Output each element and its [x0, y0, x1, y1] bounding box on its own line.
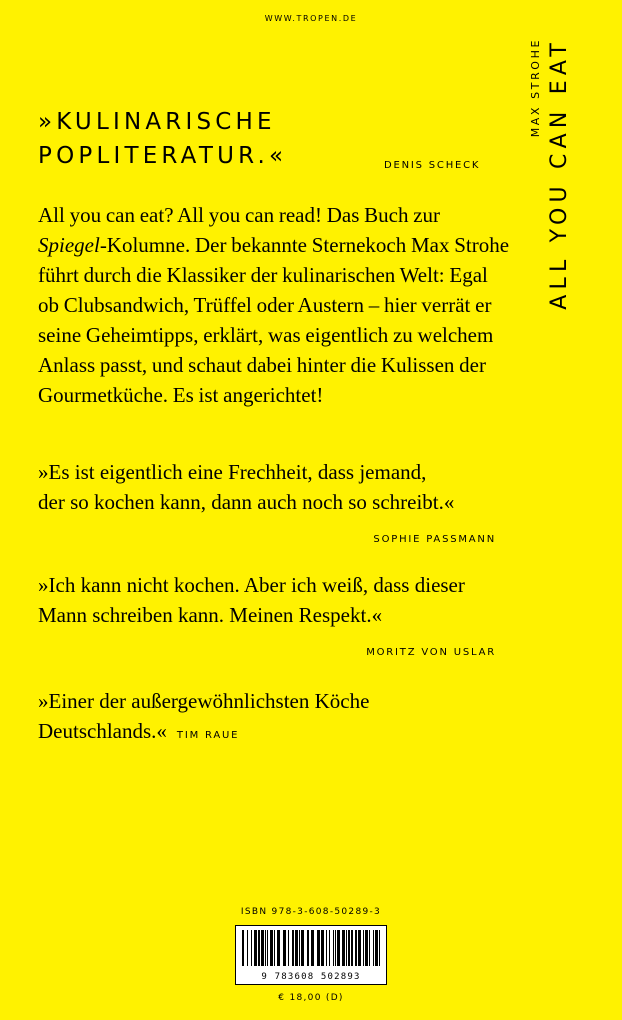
isbn: ISBN 978-3-608-50289-3: [240, 907, 382, 917]
quote-tim-raue: [38, 686, 508, 751]
quote-line: Mann schreiben kann. Meinen Respekt.«: [38, 603, 383, 627]
price: € 18,00 (D): [278, 993, 344, 1003]
spine-author: MAX STROHE: [529, 38, 542, 138]
blurb-line: Gourmetküche. Es ist angerichtet!: [38, 383, 324, 407]
blurb-line: seine Geheimtipps, erklärt, was eigentlich zu welchem: [38, 323, 494, 347]
barcode: [235, 925, 387, 985]
blurb-line: führt durch die Klassiker der kulinarischen Welt: Egal: [38, 263, 488, 287]
quote-attribution: MORITZ VON USLAR: [366, 647, 496, 658]
barcode-bars: [242, 930, 380, 966]
quote-attribution: TIM RAUE: [176, 730, 240, 741]
headline-quote: [38, 105, 508, 173]
quote-line: »Einer der außergewöhnlichsten Köche: [38, 689, 370, 713]
headline-line-2: POPLITERATUR.«: [38, 143, 288, 169]
spine-title: ALL YOU CAN EAT: [547, 38, 572, 310]
quote-line: Deutschlands.« TIM RAUE: [38, 719, 240, 743]
spine-text: [529, 38, 579, 364]
quote-line: »Ich kann nicht kochen. Aber ich weiß, dass dieser: [38, 573, 465, 597]
blurb-line: ob Clubsandwich, Trüffel oder Austern – hier verrät er: [38, 293, 492, 317]
quote-line: »Es ist eigentlich eine Frechheit, dass jemand,: [38, 460, 427, 484]
publisher-website: WWW.TROPEN.DE: [264, 14, 358, 23]
headline-attribution: DENIS SCHECK: [384, 160, 481, 171]
blurb-line: All you can eat? All you can read! Das Buch zur: [38, 203, 441, 227]
blurb-line: Spiegel-Kolumne. Der bekannte Sternekoch Max Strohe: [38, 233, 510, 257]
quote-sophie-passmann: [38, 457, 508, 555]
quote-moritz-von-uslar: [38, 570, 508, 668]
quote-line: der so kochen kann, dann auch noch so schreibt.«: [38, 490, 455, 514]
book-blurb: [38, 200, 508, 410]
blurb-line: Anlass passt, und schaut dabei hinter die Kulissen der: [38, 353, 486, 377]
headline-line-1: »KULINARISCHE: [38, 109, 276, 135]
quote-attribution: SOPHIE PASSMANN: [373, 534, 496, 545]
barcode-number: 9 783608 502893: [261, 972, 361, 982]
blurb-italic-word: Spiegel: [38, 233, 100, 257]
